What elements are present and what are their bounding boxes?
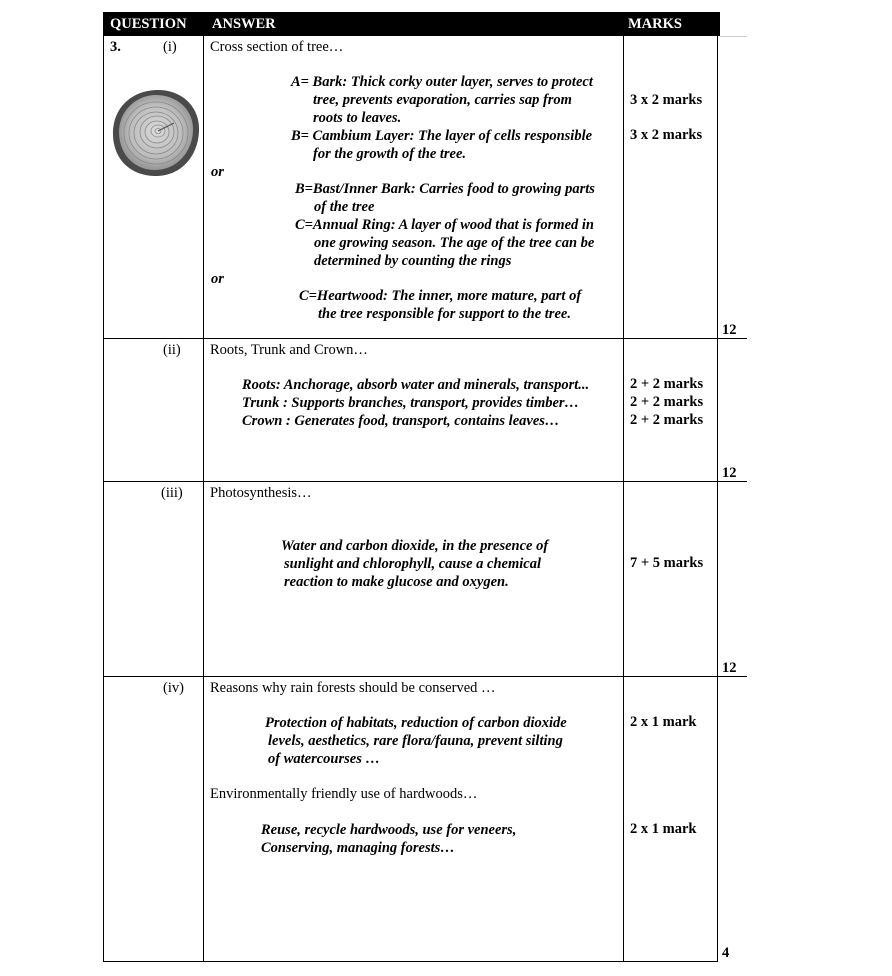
part-iii-prompt: Photosynthesis… — [210, 485, 312, 501]
part-i-answer-c: C=Annual Ring: A layer of wood that is formed in one growing season. The age of the tree can be determined by counting the rings — [295, 217, 595, 269]
part-iv-answer-b: Reuse, recycle hardwoods, use for veneers, Conserving, managing forests… — [261, 822, 517, 856]
part-ii-label: (ii) — [163, 342, 181, 358]
question-number: 3. — [110, 39, 121, 55]
header-answer: ANSWER — [212, 16, 276, 32]
part-iv-mark-2: 2 x 1 mark — [630, 821, 697, 837]
part-iii-answer: Water and carbon dioxide, in the presence of sunlight and chlorophyll, cause a chemical reaction to make glucose and oxygen. — [281, 538, 549, 590]
table-bottom-border — [103, 961, 717, 962]
part-ii-crown: Crown : Generates food, transport, contains leaves… — [242, 413, 560, 429]
part-ii-total: 12 — [722, 465, 737, 481]
part-ii-mark-2: 2 + 2 marks — [630, 394, 704, 410]
part-i-answer-b: B= Cambium Layer: The layer of cells responsible for the growth of the tree. — [291, 128, 593, 162]
part-iv-label: (iv) — [163, 680, 184, 696]
tree-cross-section-image — [110, 87, 202, 179]
part-i-mark-1: 3 x 2 marks — [630, 92, 703, 108]
part-iv-mark-1: 2 x 1 mark — [630, 714, 697, 730]
header-marks: MARKS — [628, 16, 682, 32]
row-divider-3 — [103, 676, 747, 677]
part-ii-roots: Roots: Anchorage, absorb water and minerals, transport... — [242, 377, 590, 393]
row-divider-2 — [103, 481, 747, 482]
part-i-total: 12 — [722, 322, 737, 338]
part-iv-total: 4 — [722, 945, 730, 961]
part-iv-answer-a: Protection of habitats, reduction of carbon dioxide levels, aesthetics, rare flora/fauna, prevent silting of watercourses … — [265, 715, 567, 767]
row-divider-1 — [103, 338, 747, 339]
header-question: QUESTION — [110, 16, 187, 32]
part-i-prompt: Cross section of tree… — [210, 39, 344, 55]
part-i-answer-b-alt: B=Bast/Inner Bark: Carries food to growing parts of the tree — [295, 181, 595, 215]
part-iv-prompt-2: Environmentally friendly use of hardwoods… — [210, 786, 478, 802]
part-iv-prompt-1: Reasons why rain forests should be conserved … — [210, 680, 496, 696]
column-divider-total — [717, 36, 718, 962]
part-i-label: (i) — [163, 39, 177, 55]
part-i-or-2: or — [211, 271, 224, 287]
part-i-mark-2: 3 x 2 marks — [630, 127, 703, 143]
part-ii-prompt: Roots, Trunk and Crown… — [210, 342, 368, 358]
header-extension-line — [720, 36, 747, 37]
part-i-answer-c-alt: C=Heartwood: The inner, more mature, part of the tree responsible for support to the tree. — [299, 288, 582, 322]
part-i-answer-a: A= Bark: Thick corky outer layer, serves to protect tree, prevents evaporation, carries sap from roots to leaves. — [291, 74, 593, 126]
table-header — [103, 12, 720, 36]
column-divider-answer — [203, 36, 204, 962]
part-iii-total: 12 — [722, 660, 737, 676]
column-divider-marks — [623, 36, 624, 962]
part-ii-mark-3: 2 + 2 marks — [630, 412, 704, 428]
part-iii-mark: 7 + 5 marks — [630, 555, 704, 571]
part-iii-label: (iii) — [161, 485, 183, 501]
table-left-border — [103, 36, 104, 962]
part-ii-mark-1: 2 + 2 marks — [630, 376, 704, 392]
part-i-or-1: or — [211, 164, 224, 180]
part-ii-trunk: Trunk : Supports branches, transport, provides timber… — [242, 395, 580, 411]
